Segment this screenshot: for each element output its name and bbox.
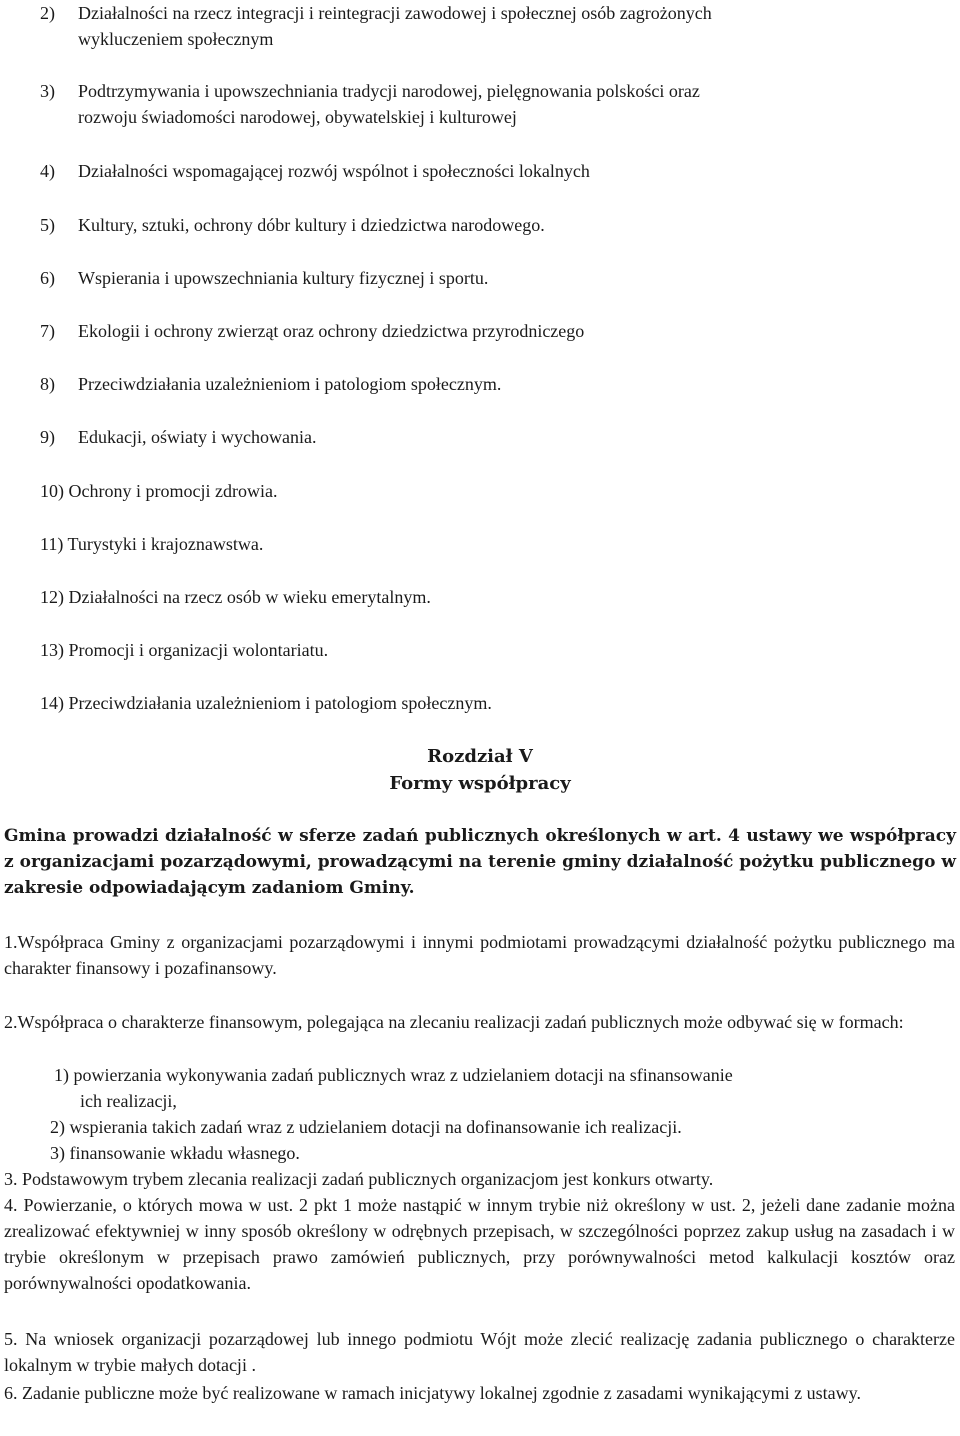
form-item-1: 1) powierzania wykonywania zadań publicznych wraz z udzielaniem dotacji na sfinansowanie [54, 1065, 733, 1085]
form-item-1-cont: ich realizacji, [80, 1091, 177, 1111]
list-number: 14) [40, 693, 64, 713]
paragraph-1: 1.Współpraca Gminy z organizacjami pozarządowymi i innymi podmiotami prowadzącymi działalność pożytku publicznego ma charakter finansowy i pozafinansowy. [4, 932, 955, 978]
list-number: 7) [40, 321, 55, 341]
list-number: 13) [40, 640, 64, 660]
list-text: Przeciwdziałania uzależnieniom i patologiom społecznym. [68, 693, 492, 713]
list-item-12 [40, 584, 431, 610]
paragraph-2: 2.Współpraca o charakterze finansowym, polegająca na zlecaniu realizacji zadań publicznych może odbywać się w formach: [4, 1012, 904, 1032]
list-text: Promocji i organizacji wolontariatu. [68, 640, 329, 660]
list-text: Edukacji, oświaty i wychowania. [78, 427, 317, 447]
list-text: Ekologii i ochrony zwierząt oraz ochrony dziedzictwa przyrodniczego [78, 321, 585, 341]
list-item-13 [40, 637, 328, 663]
list-item-14 [40, 690, 492, 716]
list-number: 8) [40, 374, 55, 394]
list-item-9 [40, 424, 316, 450]
paragraph-5: 5. Na wniosek organizacji pozarządowej lub innego podmiotu Wójt może zlecić realizację zadania publicznego o charakterze lokalnym w trybie małych dotacji . [4, 1329, 955, 1375]
list-number: 4) [40, 161, 55, 181]
list-item-4 [40, 158, 590, 184]
list-text: Działalności na rzecz osób w wieku emerytalnym. [68, 587, 431, 607]
list-item-2-cont: wykluczeniem społecznym [78, 29, 274, 49]
intro-paragraph: Gmina prowadzi działalność w sferze zadań publicznych określonych w art. 4 ustawy we współpracy z organizacjami pozarządowymi, prowadzącymi na terenie gminy działalność pożytku publicznego w zakresie odpowiadającym zadaniom Gminy. [4, 826, 956, 898]
paragraph-3: 3. Podstawowym trybem zlecania realizacji zadań publicznych organizacjom jest konkurs otwarty. [4, 1169, 714, 1189]
list-number: 10) [40, 481, 64, 501]
list-text: Kultury, sztuki, ochrony dóbr kultury i dziedzictwa narodowego. [78, 215, 545, 235]
list-number: 3) [40, 81, 55, 101]
list-item-2 [40, 0, 956, 26]
paragraph-6: 6. Zadanie publiczne może być realizowane w ramach inicjatywy lokalnej zgodnie z zasadami wynikającymi z ustawy. [4, 1383, 861, 1403]
paragraph-4: 4. Powierzanie, o których mowa w ust. 2 pkt 1 może nastąpić w innym trybie niż określony w ust. 2, jeżeli dane zadanie można zrealizować efektywniej w inny sposób określony w odrębnych przepisach, w szczególności poprzez zakup usług na zasadach i w trybie określonym w przepisach prawo zamówień publicznych, przy porównywalności metod kalkulacji kosztów oraz porównywalności opodatkowania. [4, 1195, 955, 1293]
list-text: Turystyki i krajoznawstwa. [67, 534, 264, 554]
form-item-3: 3) finansowanie wkładu własnego. [50, 1143, 300, 1163]
list-text: Działalności wspomagającej rozwój wspólnot i społeczności lokalnych [78, 161, 590, 181]
list-number: 12) [40, 587, 64, 607]
list-text: Ochrony i promocji zdrowia. [68, 481, 278, 501]
chapter-title: Formy współpracy [389, 773, 571, 794]
list-item-11 [40, 531, 263, 557]
list-item-5 [40, 212, 545, 238]
list-text: Podtrzymywania i upowszechniania tradycji narodowej, pielęgnowania polskości oraz [78, 81, 700, 101]
list-number: 6) [40, 268, 55, 288]
list-item-7 [40, 318, 584, 344]
list-item-6 [40, 265, 488, 291]
form-item-2: 2) wspierania takich zadań wraz z udzielaniem dotacji na dofinansowanie ich realizacji. [50, 1117, 682, 1137]
list-item-3 [40, 78, 956, 104]
list-text: Wspierania i upowszechniania kultury fizycznej i sportu. [78, 268, 489, 288]
list-number: 11) [40, 534, 64, 554]
list-item-3-cont: rozwoju świadomości narodowej, obywatelskiej i kulturowej [78, 107, 517, 127]
list-text: Przeciwdziałania uzależnieniom i patologiom społecznym. [78, 374, 502, 394]
list-item-10 [40, 478, 277, 504]
list-text: Działalności na rzecz integracji i reintegracji zawodowej i społecznej osób zagrożonych [78, 3, 712, 23]
list-item-8 [40, 371, 501, 397]
list-number: 5) [40, 215, 55, 235]
list-number: 9) [40, 427, 55, 447]
chapter-number: Rozdział V [427, 746, 533, 767]
list-number: 2) [40, 3, 55, 23]
